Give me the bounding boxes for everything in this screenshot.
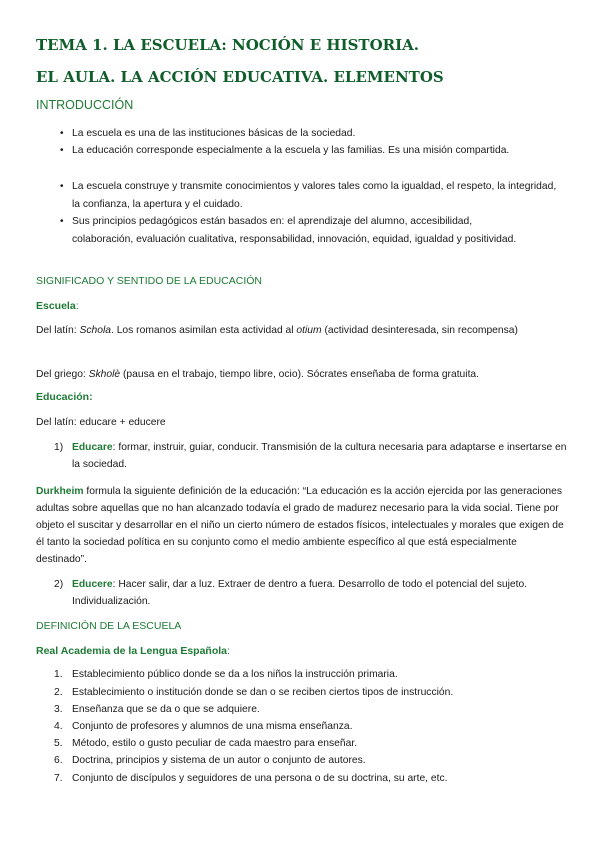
educere-item: Educere: Hacer salir, dar a luz. Extraer de dentro a fuera. Desarrollo de todo el potencial del sujeto. Individualización. [72,579,528,607]
list-item: Enseñanza que se da o que se adquiere. [72,704,260,715]
list-number: 7. [54,773,63,784]
list-item: Establecimiento o institución donde se dan o se reciben ciertos tipos de instrucción. [72,687,454,698]
item-2-number: 2) [54,579,64,590]
intro-bullet-2: La educación corresponde especialmente a la escuela y las familias. Es una misión compartida. [72,145,510,156]
rae-subheading: Real Academia de la Lengua Española: [36,645,230,657]
title-line-2: EL AULA. LA ACCIÓN EDUCATIVA. ELEMENTOS [36,68,444,86]
definicion-heading: DEFINICIÓN DE LA ESCUELA [36,620,182,632]
list-item: Doctrina, principios y sistema de un autor o conjunto de autores. [72,755,366,766]
title-line-1: TEMA 1. LA ESCUELA: NOCIÓN E HISTORIA. [36,36,419,54]
educacion-latin-line: Del latín: educare + educere [36,417,166,428]
escuela-griego-paragraph: Del griego: Skholè (pausa en el trabajo, tiempo libre, ocio). Sócrates enseñaba de forma gratuita. [36,369,480,380]
bullet-marker: • [60,216,64,227]
list-item: Establecimiento público donde se da a los niños la instrucción primaria. [72,669,398,680]
list-item: Conjunto de discípulos y seguidores de una persona o de su doctrina, su arte, etc. [72,773,448,784]
list-number: 2. [54,687,63,698]
bullet-marker: • [60,145,64,156]
list-number: 6. [54,755,63,766]
significado-heading: SIGNIFICADO Y SENTIDO DE LA EDUCACIÓN [36,275,262,287]
intro-heading: INTRODUCCIÓN [36,98,134,112]
educacion-subheading: Educación: [36,391,93,403]
escuela-subheading: Escuela: [36,300,79,312]
list-number: 4. [54,721,63,732]
list-number: 1. [54,669,63,680]
intro-bullet-4: Sus principios pedagógicos están basados en: el aprendizaje del alumno, accesibilidad, colaboración, evaluación cualitativa, responsabilidad, innovación, equidad, igualdad y positividad. [72,216,517,245]
durkheim-paragraph: Durkheim formula la siguiente definición de la educación: “La educación es la acción ejercida por las generaciones adultas sobre aquellas que no han alcanzado todavía el grado de madurez necesario para la vida social. Tiene por objeto el suscitar y desarrollar en el niño un cierto número de estados físicos, intelectuales y morales que exigen de él tanto la sociedad política en su conjunto como el medio ambiente específico al que está especialmente destinado”. [36,486,564,565]
bullet-marker: • [60,128,64,139]
escuela-latin-paragraph: Del latín: Schola. Los romanos asimilan esta actividad al otium (actividad desinteresada, sin recompensa) [36,325,518,336]
list-item: Método, estilo o gusto peculiar de cada maestro para enseñar. [72,738,358,749]
intro-bullet-3: La escuela construye y transmite conocimientos y valores tales como la igualdad, el respeto, la integridad, la confianza, la apertura y el cuidado. [72,181,557,210]
list-number: 5. [54,738,63,749]
bullet-marker: • [60,181,64,192]
item-1-number: 1) [54,442,64,453]
list-number: 3. [54,704,63,715]
list-item: Conjunto de profesores y alumnos de una misma enseñanza. [72,721,353,732]
educare-item: Educare: formar, instruir, guiar, conducir. Transmisión de la cultura necesaria para adaptarse e insertarse en la sociedad. [72,442,567,470]
intro-bullet-1: La escuela es una de las instituciones básicas de la sociedad. [72,128,356,139]
